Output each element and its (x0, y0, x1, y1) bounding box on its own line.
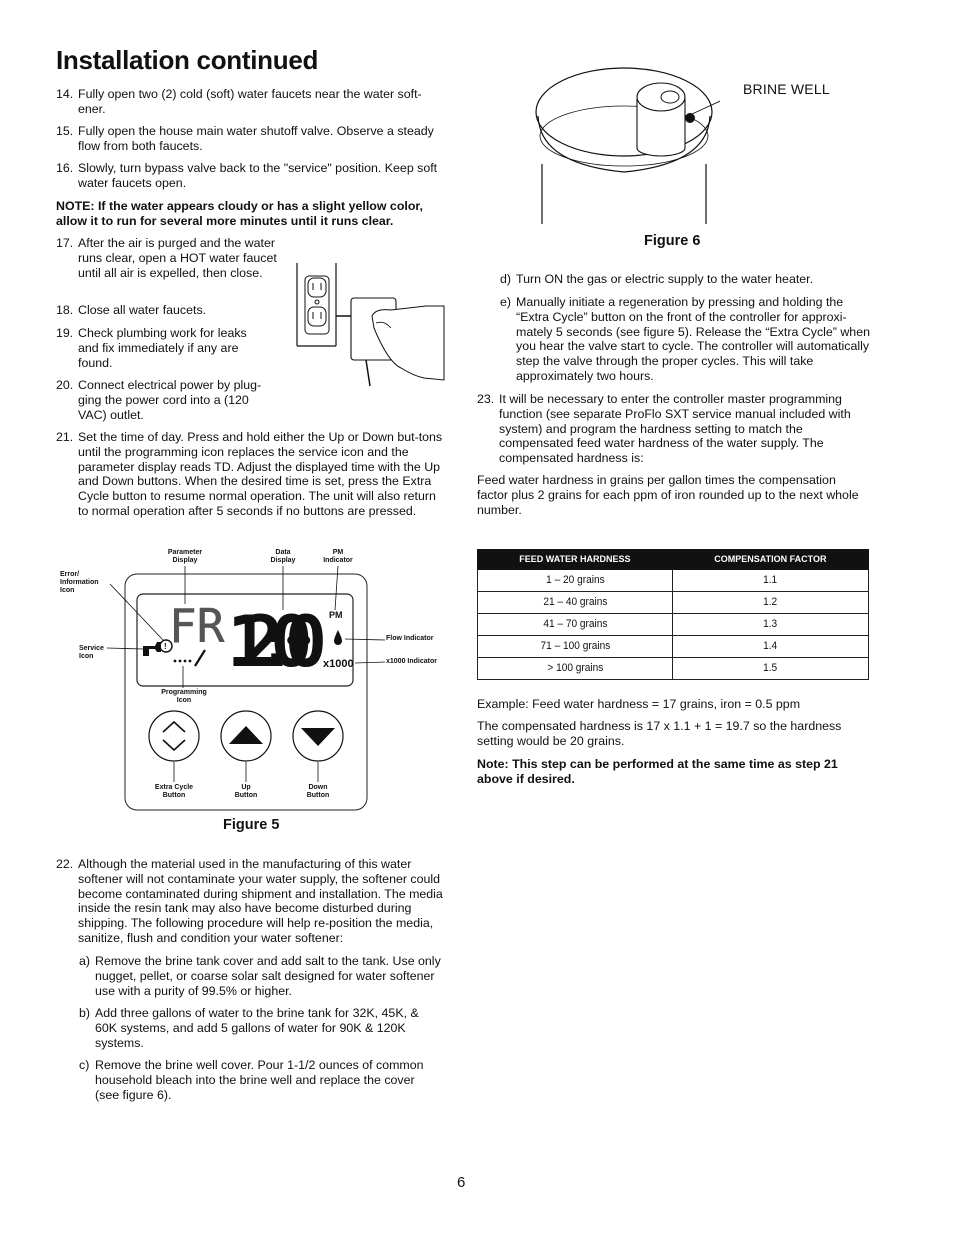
power-outlet-illustration (296, 258, 446, 388)
note-cloudy-water: NOTE: If the water appears cloudy or has a slight yellow color, allow it to run for several more minutes until it runs clear. (56, 199, 423, 228)
item-number: e) (500, 295, 512, 309)
time-display-text: 12:00 (227, 601, 327, 683)
controller-diagram (55, 548, 455, 818)
pm-indicator-label: PM Indicator (323, 549, 353, 564)
table-row (478, 570, 869, 592)
page-number: 6 (457, 1174, 466, 1191)
list-item (56, 87, 448, 117)
item-text: Check plumbing work for leaks and fix immediately if any are found. (78, 326, 247, 370)
item-number: d) (500, 272, 512, 286)
table-row (478, 636, 869, 658)
item-number: 19. (56, 326, 74, 340)
sub-list-item (500, 272, 870, 287)
sub-list-item (79, 1006, 441, 1050)
compensated-text: The compensated hardness is 17 x 1.1 + 1 = 19.7 so the hardness setting would be 20 grains. (477, 719, 842, 748)
extra-cycle-button-label: Extra Cycle Button (154, 784, 194, 799)
figure-6-caption: Figure 6 (644, 233, 701, 249)
item-text: It will be necessary to enter the controller master programming function (see separate ProFlo SXT service manual included with system) and program the hardness setting to match the compensated feed water hardness of the water supply. The compensated hardness is: (499, 392, 851, 466)
up-button-label: Up Button (234, 784, 258, 799)
x1000-indicator-label: x1000 Indicator (386, 658, 437, 665)
item-text: Remove the brine well cover. Pour 1-1/2 ounces of common household bleach into the brine well and replace the cover (see figure 6). (95, 1058, 424, 1102)
item-number: 21. (56, 430, 74, 444)
list-item (477, 392, 869, 466)
item-number: 17. (56, 236, 74, 250)
column-header: COMPENSATION FACTOR (672, 550, 868, 570)
item-number: 23. (477, 392, 495, 406)
example-text: Example: Feed water hardness = 17 grains, iron = 0.5 ppm (477, 697, 801, 711)
item-number: 14. (56, 87, 74, 101)
service-icon-label: Service Icon (79, 645, 104, 660)
table-cell: 1.5 (680, 658, 861, 680)
item-text: Fully open two (2) cold (soft) water faucets near the water soft-ener. (78, 87, 422, 116)
table-cell: 1.4 (680, 636, 861, 658)
sub-list-item (79, 1058, 441, 1102)
item-text: Set the time of day. Press and hold either the Up or Down but-tons until the programming icon replaces the service icon and the parameter display reads TD. Adjust the displayed time with the Up and Down buttons. When the desired time is set, press the Extra Cycle button to resume normal operation. The unit will also return to normal operation after 5 seconds if no buttons are pressed. (78, 430, 443, 518)
flow-drop-icon (334, 630, 342, 645)
table-header-row (478, 550, 869, 570)
list-item (56, 124, 448, 154)
table-cell: > 100 grains (485, 658, 664, 680)
column-header: FEED WATER HARDNESS (478, 550, 673, 570)
brine-well-figure (530, 64, 720, 230)
item-text: Although the material used in the manufacturing of this water softener will not contaminate your water supply, the softener could become contaminated during shipment and installation. The media inside the resin tank may also have become disturbed during shipping. The following procedure will help re-position the media, sanitize, flush and condition your water softener: (78, 857, 443, 945)
item-number: b) (79, 1006, 91, 1020)
item-text: Manually initiate a regeneration by pressing and holding the “Extra Cycle” button on the front of the controller for approxi-mately 5 seconds (see figure 5). Release the “Extra Cycle” when you hear the valve start to cycle. The controller will automatically step the valve through the proper cycles. This will take approximately two hours. (516, 295, 870, 383)
figure-5-caption: Figure 5 (223, 817, 280, 833)
table-cell: 1.3 (680, 614, 861, 636)
extra-cycle-button (149, 711, 199, 761)
note-step-21: Note: This step can be performed at the same time as step 21 above if desired. (477, 757, 838, 786)
figure-5 (55, 548, 455, 838)
item-number: c) (79, 1058, 90, 1072)
item-number: a) (79, 954, 91, 968)
table-cell: 21 – 40 grains (485, 592, 664, 614)
feed-water-paragraph: Feed water hardness in grains per gallon times the compensation factor plus 2 grains for each ppm of iron rounded up to the next whole number. (477, 473, 859, 517)
list-item (56, 326, 268, 370)
svg-text:!: ! (164, 642, 167, 651)
list-item (56, 857, 450, 946)
parameter-display-label: Parameter Display (167, 549, 203, 564)
list-item (56, 430, 448, 519)
list-item (56, 236, 278, 280)
param-display-text: FR (169, 599, 225, 653)
table-cell: 41 – 70 grains (485, 614, 664, 636)
error-icon-label: Error/ Information Icon (60, 571, 99, 594)
item-number: 22. (56, 857, 74, 871)
table-row (478, 614, 869, 636)
item-text: Slowly, turn bypass valve back to the "service" position. Keep soft water faucets open. (78, 161, 438, 190)
item-text: Remove the brine tank cover and add salt to the tank. Use only nugget, pellet, or coarse solar salt designed for water softener use with a purity of 99.5% or higher. (95, 954, 441, 998)
pm-indicator-text: PM (329, 610, 343, 620)
item-text: Turn ON the gas or electric supply to the water heater. (516, 272, 814, 286)
table-cell: 71 – 100 grains (485, 636, 664, 658)
item-number: 16. (56, 161, 74, 175)
item-number: 15. (56, 124, 74, 138)
item-number: 20. (56, 378, 74, 392)
item-number: 18. (56, 303, 74, 317)
list-item (56, 378, 278, 422)
list-item (56, 161, 448, 191)
table-cell: 1.1 (680, 570, 861, 592)
programming-icon-label: Programming Icon (161, 689, 207, 704)
item-text: Connect electrical power by plug-ging the power cord into a (120 VAC) outlet. (78, 378, 262, 422)
item-text: After the air is purged and the water runs clear, open a HOT water faucet until all air is expelled, then close. (78, 236, 277, 280)
table-row (478, 592, 869, 614)
down-button-label: Down Button (306, 784, 330, 799)
sub-list-item (79, 954, 441, 998)
table-row (478, 658, 869, 680)
x1000-indicator-text: x1000 (323, 658, 354, 670)
service-faucet-icon (143, 642, 161, 656)
list-item (56, 303, 278, 318)
table-cell: 1 – 20 grains (485, 570, 664, 592)
brine-well-label: BRINE WELL (743, 81, 830, 97)
page-title: Installation continued (56, 45, 319, 75)
item-text: Close all water faucets. (78, 303, 207, 317)
item-text: Add three gallons of water to the brine tank for 32K, 45K, & 60K systems, and add 5 gallons of water for 90K & 120K systems. (95, 1006, 419, 1050)
flow-indicator-label: Flow Indicator (386, 635, 434, 642)
data-display-label: Data Display (270, 549, 296, 564)
sub-list-item (500, 295, 870, 384)
table-cell: 1.2 (680, 592, 861, 614)
compensation-table (477, 549, 869, 680)
item-text: Fully open the house main water shutoff valve. Observe a steady flow from both faucets. (78, 124, 434, 153)
